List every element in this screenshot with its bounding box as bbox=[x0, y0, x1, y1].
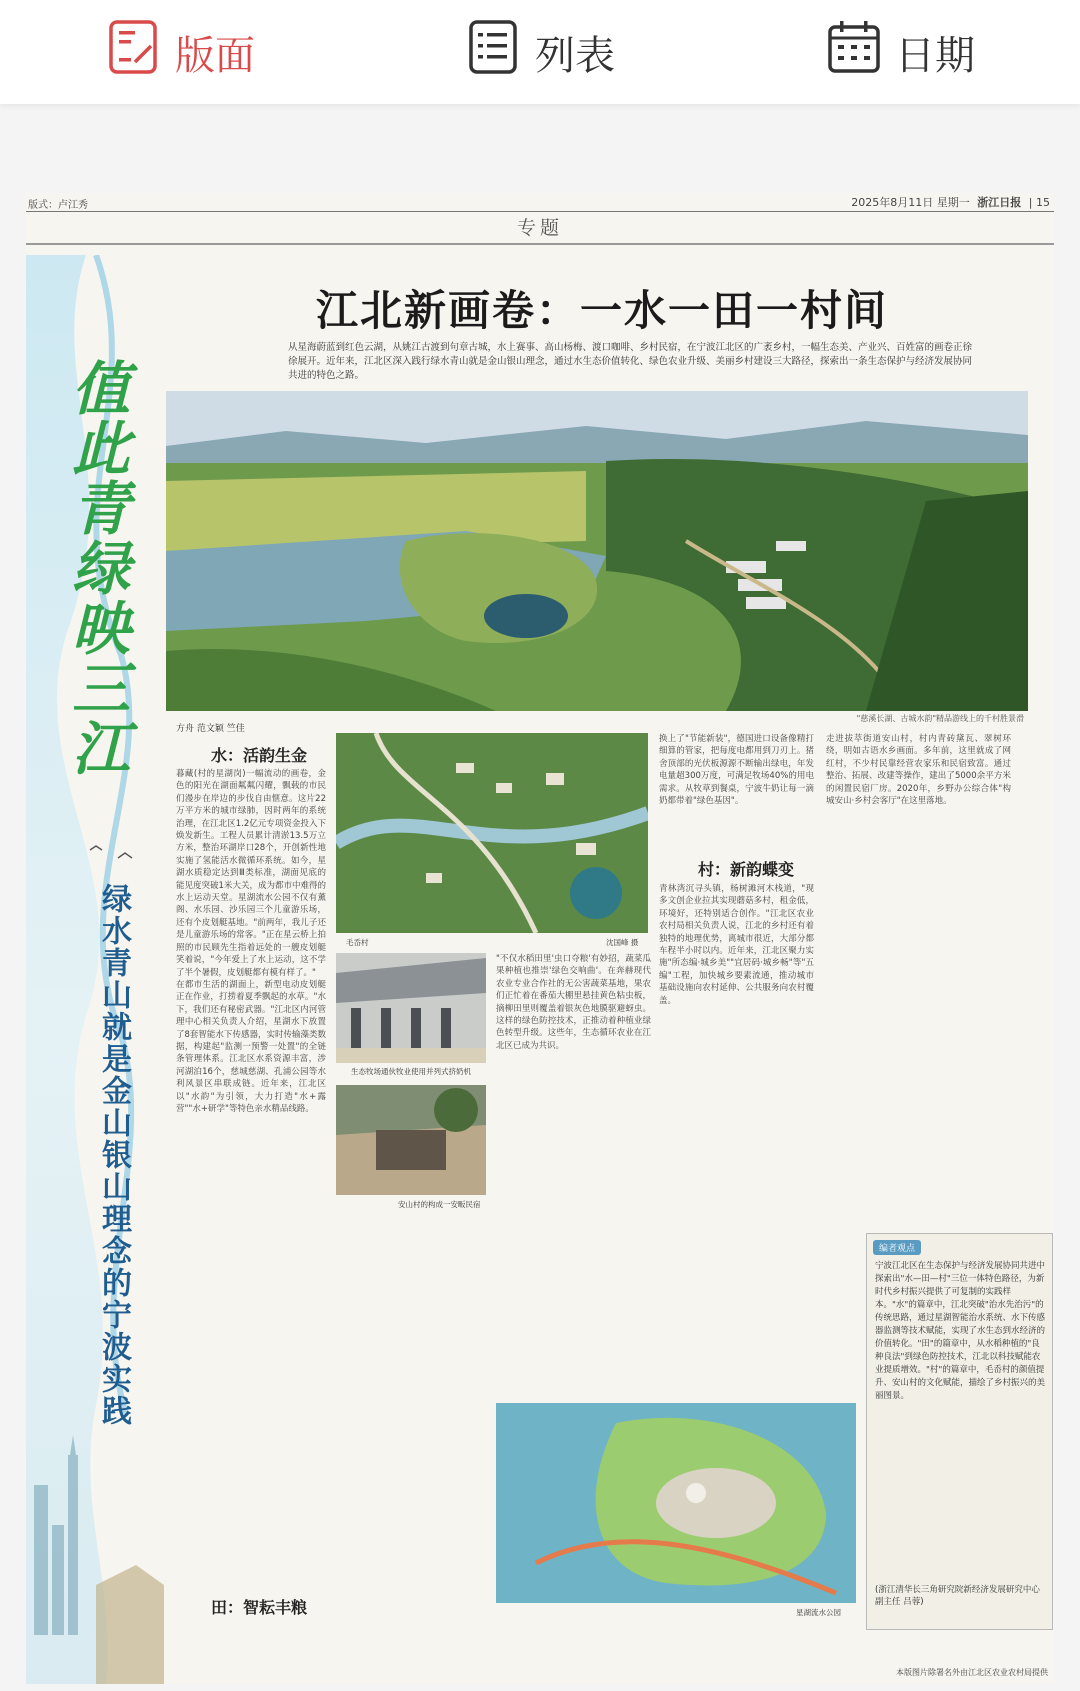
newspaper-page[interactable] bbox=[26, 193, 1054, 1684]
article-text-4: 换上了"节能新装"，德国进口设备像精打细算的管家，把每度电都用到刀刃上。猪舍顶部的光伏板源源不断输出绿电，年发电量超300万度，可满足牧场40%的用电需求。从牧草到餐桌，宁波牛奶让每一滴奶都带着"绿色基因"。 bbox=[659, 734, 814, 807]
page-number: 15 bbox=[1036, 196, 1050, 209]
vertical-feature-title: 值此青绿映三江 bbox=[62, 358, 130, 778]
date-line: 2025年8月11日 星期一 bbox=[851, 196, 970, 209]
caption-photographer: 沈国峰 摄 bbox=[606, 938, 639, 947]
calendar-icon bbox=[825, 18, 883, 86]
headline: 江北新画卷：一水一田一村间 bbox=[316, 286, 889, 335]
article-text-5: 青林湾沉寻头镇，杨树滩河木栈道，"现多文创企业拉其实现蘑菇多村，租金低，环境好，还特别适合创作。"江北区农业农村局相关负责人说，江北的乡村还有着独特的地理优势，离城市很近，大部分都车程半小时以内。近年来，江北区聚力实施"所态编·城乡美""宜居码·城乡畅"等"五编"工程，加快城乡要素流通，推动城市基础设施向农村延伸、公共服务向农村覆盖。 bbox=[659, 884, 814, 1006]
homestay-photo bbox=[336, 1085, 486, 1195]
commentary-author: (浙江清华长三角研究院新经济发展研究中心副主任 吕蓉) bbox=[875, 1585, 1040, 1607]
dairy-farm-photo bbox=[336, 953, 486, 1063]
tab-label-date: 日期 bbox=[895, 32, 975, 79]
caption-homestay: 安山村的构成一安畈民宿 bbox=[398, 1200, 481, 1209]
village-aerial-photo bbox=[336, 733, 648, 933]
caption-starlake-park: 星湖流水公园 bbox=[796, 1608, 841, 1617]
article-column-3 bbox=[659, 733, 814, 853]
lead-paragraph: 从星海蔚蓝到红色云湖，从姚江古渡到句章古城，水上赛事、高山杨梅、渡口咖啡、乡村民宿，在宁波江北区的广袤乡村，一幅生态美、产业兴、百姓富的画卷正徐徐展开。近年来，江北区深入践行绿水青山就是金山银山理念，通过水生态价值转化、绿色农业升级、美丽乡村建设三大路径，探索出一条生态保护与经济发展协同共进的特色之路。 bbox=[288, 342, 973, 381]
layout-editor: 版式：卢江秀 bbox=[28, 200, 88, 211]
caption-maoao-village: 毛岙村 bbox=[346, 938, 369, 947]
tab-date[interactable] bbox=[720, 0, 1080, 104]
page-header bbox=[26, 193, 1054, 212]
section-heading-field: 田：智耘丰粮 bbox=[211, 1598, 308, 1617]
article-column-1 bbox=[176, 768, 326, 1528]
commentary-title: 编者观点 bbox=[873, 1240, 921, 1255]
main-photo-caption: "慈溪长湖、古城水韵"精品游线上的千村胜景滑 bbox=[856, 714, 1024, 723]
tab-page-layout[interactable] bbox=[0, 0, 360, 104]
date-line-group: 2025年8月11日 星期一 浙江日报 | 15 bbox=[851, 196, 1050, 209]
masthead: 浙江日报 bbox=[977, 196, 1022, 209]
main-landscape-photo bbox=[166, 391, 1028, 711]
article-column-5 bbox=[826, 733, 1011, 1223]
article-text-3: "不仅水稻田里'虫口夺粮'有妙招，蔬菜瓜果种植也推崇'绿色交响曲'。在奔赫现代农业专业合作社的无公害蔬菜基地，果农们正忙着在番茄大棚里悬挂黄色粘虫板，摘柳田里则覆盖着银灰色地膜驱避蚜虫。这样的绿色防控技术，正推动着种植业绿色转型升级。这些年，生态循环农业在江北区已成为共识。 bbox=[496, 954, 651, 1051]
caption-dairy-farm: 生态牧场通伙牧业使用并列式挤奶机 bbox=[351, 1067, 471, 1076]
article-text-1: 暮藏(村的星湖岗)一幅流动的画卷，金色的阳光在湖面粼粼闪耀，飘载的市民们漫步在岸边的步伐自由惬意。这片22万平方米的城市绿肺，因时两年的系统治理，在江北区1.2亿元专项资金投入下焕发新生。工程人员累计清淤13.5万立方米，整治环湖岸口28个，开创新性地实施了氢能活水微循环系统。如今，星湖水质稳定达到Ⅲ类标准，湖面见底的能见度突破1米大关，成为都市中难得的水上运动天堂。星湖流水公园不仅有薰阁、水乐园、沙乐园三个儿童游乐场，还有个皮划艇基地。"前两年，我儿子还是儿童游乐场的常客。"正在星云桥上拍照的市民顾先生指着远处的一艘皮划艇笑着说，"今年爱上了水上运动，这不学了半个暑假，皮划艇都有模有样了。" bbox=[176, 769, 326, 978]
starlake-park-photo bbox=[496, 1403, 856, 1603]
vertical-feature-subtitle: 绿水青山就是金山银山理念的宁波实践 bbox=[96, 883, 131, 1427]
tab-list[interactable] bbox=[360, 0, 720, 104]
section-title: 专题 bbox=[26, 215, 1054, 245]
commentary-text: 宁波江北区在生态保护与经济发展协同共进中探索出"水—田—村"三位一体特色路径，为新时代乡村振兴提供了可复制的实践样本。"水"的篇章中，江北突破"治水先治污"的传统思路，通过星湖智能治水系统、水下传感器监测等技术赋能，实现了水生态到水经济的价值转化。"田"的篇章中，从水稻种植的"良种良法"到绿色防控技术，江北以科技赋能农业提质增效。"村"的篇章中，毛岙村的颜值提升、安山村的文化赋能，描绘了乡村振兴的美丽图景。 bbox=[875, 1261, 1045, 1401]
article-text-6: 走进拔萃街道安山村，村内青砖黛瓦、翠树环绕，明如古语水乡画面。多年前，这里就成了网红村，不少村民靠经营农家乐和民宿致富。通过整治、拓展、改建等操作，建出了5000余平方米的闲置民宿厂房。2020年，乡野办公综合体"构城安山·乡村会客厅"在这里落地。 bbox=[826, 734, 1011, 807]
section-heading-water: 水：活韵生金 bbox=[211, 746, 308, 765]
byline: 方舟 范文颖 竺佳 bbox=[176, 724, 245, 734]
article-text-2: 在都市生活的湖面上，新型电动皮划艇正在作业，打捞着夏季飘起的水草。"水下，我们还有秘密武器。"江北区内河管理中心相关负责人介绍，星湖水下放置了8套智能水下传感器，实时传输藻类数据，构建起"监测一预警一处置"的全链条管理体系。江北区水系资源丰富，涉河湖泊16个，慈城慈湖、孔浦公园等水利风景区串联成链。近年来，江北区以"水韵"为引领，大力打造"水+露营""水+研学"等特色亲水精品线路。 bbox=[176, 979, 326, 1114]
page-layout-icon bbox=[105, 18, 163, 86]
list-icon bbox=[465, 18, 523, 86]
footnote: 本版图片除署名外由江北区农业农村局提供 bbox=[896, 1668, 1048, 1677]
tab-label-list: 列表 bbox=[535, 32, 615, 79]
article-column-4 bbox=[659, 883, 814, 1423]
section-heading-village: 村：新韵蝶变 bbox=[698, 860, 795, 879]
top-tab-bar bbox=[0, 0, 1080, 104]
commentary-box bbox=[866, 1233, 1053, 1630]
tab-label-page-layout: 版面 bbox=[175, 32, 255, 79]
